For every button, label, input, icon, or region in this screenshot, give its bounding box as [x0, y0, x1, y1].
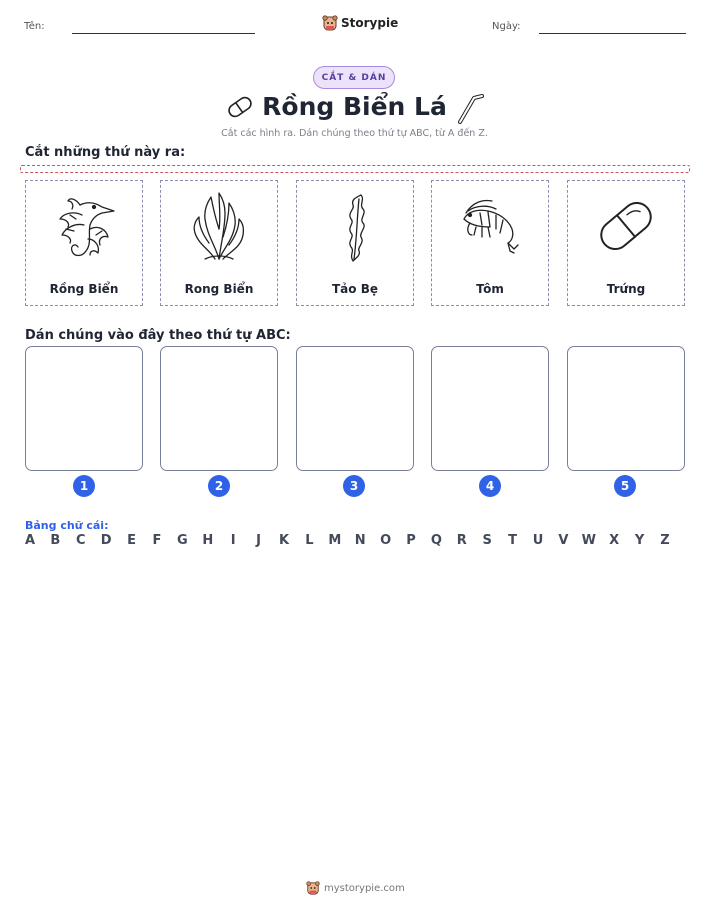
alphabet-letter: G — [177, 533, 188, 548]
slot-number-4: 4 — [479, 475, 501, 497]
slot-number-3: 3 — [343, 475, 365, 497]
slot-number-5: 5 — [614, 475, 636, 497]
leafy-seadragon-icon — [50, 189, 118, 263]
alphabet-letter: V — [558, 533, 569, 548]
paste-box-5[interactable] — [567, 346, 685, 471]
card-label: Tảo Bẹ — [332, 282, 378, 296]
alphabet-letter: K — [278, 533, 290, 548]
straw-icon — [456, 92, 486, 124]
paste-box-2[interactable] — [160, 346, 278, 471]
card-label: Trứng — [606, 282, 646, 296]
alphabet-row — [26, 533, 686, 551]
storypie-mascot-icon — [306, 880, 320, 896]
alphabet-letter: R — [456, 533, 467, 548]
alphabet-letter: J — [256, 533, 262, 548]
alphabet-letter: I — [230, 533, 236, 548]
paste-box-4[interactable] — [431, 346, 549, 471]
seaweed-icon — [185, 189, 253, 263]
alphabet-letter: C — [76, 533, 86, 548]
date-line — [539, 33, 686, 34]
alphabet-letter: U — [532, 533, 544, 548]
footer-url: mystorypie.com — [324, 882, 405, 894]
alphabet-title: Bảng chữ cái: — [25, 519, 109, 532]
cutout-card-egg[interactable] — [567, 180, 685, 306]
date-label: Ngày: — [492, 21, 521, 32]
cut-section-label: Cắt những thứ này ra: — [25, 145, 186, 160]
alphabet-letter: P — [406, 533, 416, 548]
instructions: Cắt các hình ra. Dán chúng theo thứ tự ABC, từ A đến Z. — [221, 128, 488, 139]
egg-capsule-icon — [592, 189, 660, 263]
slot-number-1: 1 — [73, 475, 95, 497]
alphabet-letter: D — [100, 533, 112, 548]
name-line — [72, 33, 255, 34]
slot-number-2: 2 — [208, 475, 230, 497]
paste-box-3[interactable] — [296, 346, 414, 471]
cutout-card-shrimp[interactable] — [431, 180, 549, 306]
shrimp-icon — [456, 189, 524, 263]
alphabet-letter: S — [482, 533, 492, 548]
alphabet-letter: Z — [660, 533, 670, 548]
alphabet-letter: O — [380, 533, 392, 548]
alphabet-letter: E — [127, 533, 137, 548]
paste-section-label: Dán chúng vào đây theo thứ tự ABC: — [25, 328, 291, 343]
alphabet-letter: Q — [430, 533, 442, 548]
activity-badge: CẮT & DÁN — [313, 66, 395, 89]
alphabet-letter: X — [609, 533, 620, 548]
storypie-mascot-icon — [322, 14, 338, 32]
alphabet-letter: A — [24, 533, 36, 548]
alphabet-letter: L — [305, 533, 314, 548]
alphabet-letter: W — [581, 533, 596, 548]
alphabet-letter: Y — [634, 533, 645, 548]
paste-box-1[interactable] — [25, 346, 143, 471]
brand-logo — [322, 13, 398, 33]
alphabet-letter: F — [152, 533, 162, 548]
name-label: Tên: — [24, 21, 45, 32]
cutout-card-seaweed[interactable] — [160, 180, 278, 306]
brand-name: Storypie — [341, 16, 399, 30]
alphabet-letter: M — [328, 533, 342, 548]
card-label: Rong Biển — [184, 282, 254, 296]
cut-line — [20, 165, 690, 173]
alphabet-letter: T — [508, 533, 518, 548]
card-label: Tôm — [476, 282, 504, 296]
alphabet-letter: B — [50, 533, 61, 548]
cutout-card-seadragon[interactable] — [25, 180, 143, 306]
card-label: Rồng Biển — [49, 282, 119, 296]
page-header — [0, 0, 709, 50]
page-footer — [306, 880, 405, 896]
cutout-card-kelp[interactable] — [296, 180, 414, 306]
alphabet-letter: N — [354, 533, 366, 548]
kelp-icon — [321, 189, 389, 263]
alphabet-letter: H — [202, 533, 214, 548]
page-title: Rồng Biển Lá — [262, 92, 447, 121]
